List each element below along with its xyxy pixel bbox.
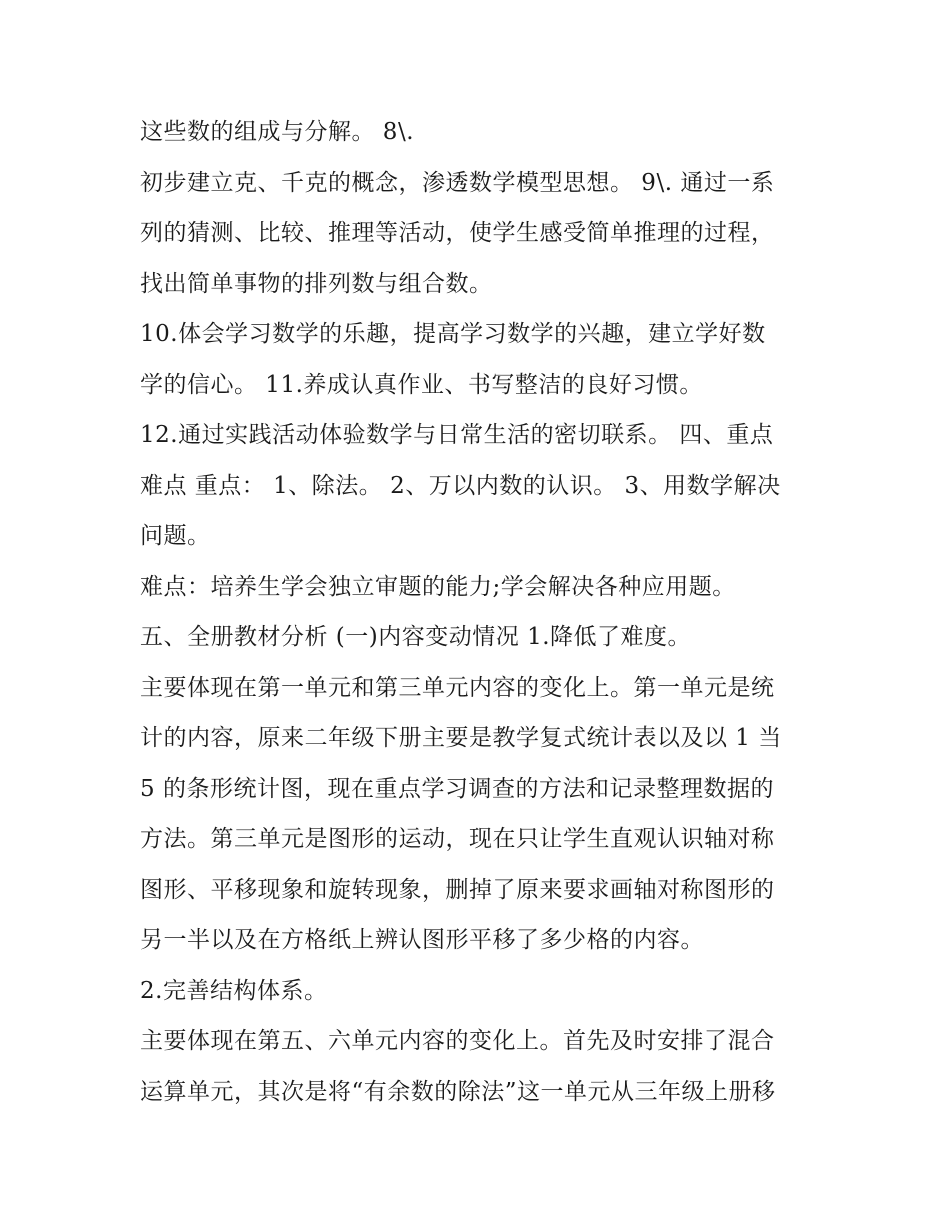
text-line: 计的内容，原来二年级下册主要是教学复式统计表以及以 1 当 (140, 725, 782, 751)
text-line: 12.通过实践活动体验数学与日常生活的密切联系。 四、重点 (140, 422, 774, 448)
text-line: 2.完善结构体系。 (140, 977, 328, 1004)
text-line: 问题。 (140, 523, 211, 549)
text-line: 运算单元，其次是将“有余数的除法”这一单元从三年级上册移 (140, 1078, 776, 1105)
text-line: 5 的条形统计图，现在重点学习调查的方法和记录整理数据的 (140, 775, 774, 802)
text-line: 另一半以及在方格纸上辨认图形平移了多少格的内容。 (140, 927, 704, 953)
text-line: 初步建立克、千克的概念，渗透数学模型思想。 9\. 通过一系 (140, 169, 775, 196)
text-line: 难点 重点： 1、除法。 2、万以内数的认识。 3、用数学解决 (140, 472, 781, 499)
text-line: 主要体现在第一单元和第三单元内容的变化上。第一单元是统 (140, 674, 775, 701)
text-line: 列的猜测、比较、推理等活动，使学生感受简单推理的过程， (140, 220, 775, 246)
text-line: 这些数的组成与分解。 8\. (140, 119, 415, 145)
text-line: 学的信心。 11.养成认真作业、书写整洁的良好习惯。 (140, 371, 703, 398)
text-line: 主要体现在第五、六单元内容的变化上。首先及时安排了混合 (140, 1028, 775, 1054)
text-line: 难点：培养生学会独立审题的能力;学会解决各种应用题。 (140, 573, 736, 600)
text-line: 找出简单事物的排列数与组合数。 (140, 270, 493, 297)
text-line: 方法。第三单元是图形的运动，现在只让学生直观认识轴对称 (140, 826, 775, 852)
text-line: 五、全册教材分析 (一)内容变动情况 1.降低了难度。 (140, 624, 692, 650)
document-body (140, 107, 820, 1117)
text-line: 10.体会学习数学的乐趣，提高学习数学的兴趣，建立学好数 (140, 321, 766, 347)
text-line: 图形、平移现象和旋转现象，删掉了原来要求画轴对称图形的 (140, 876, 775, 903)
